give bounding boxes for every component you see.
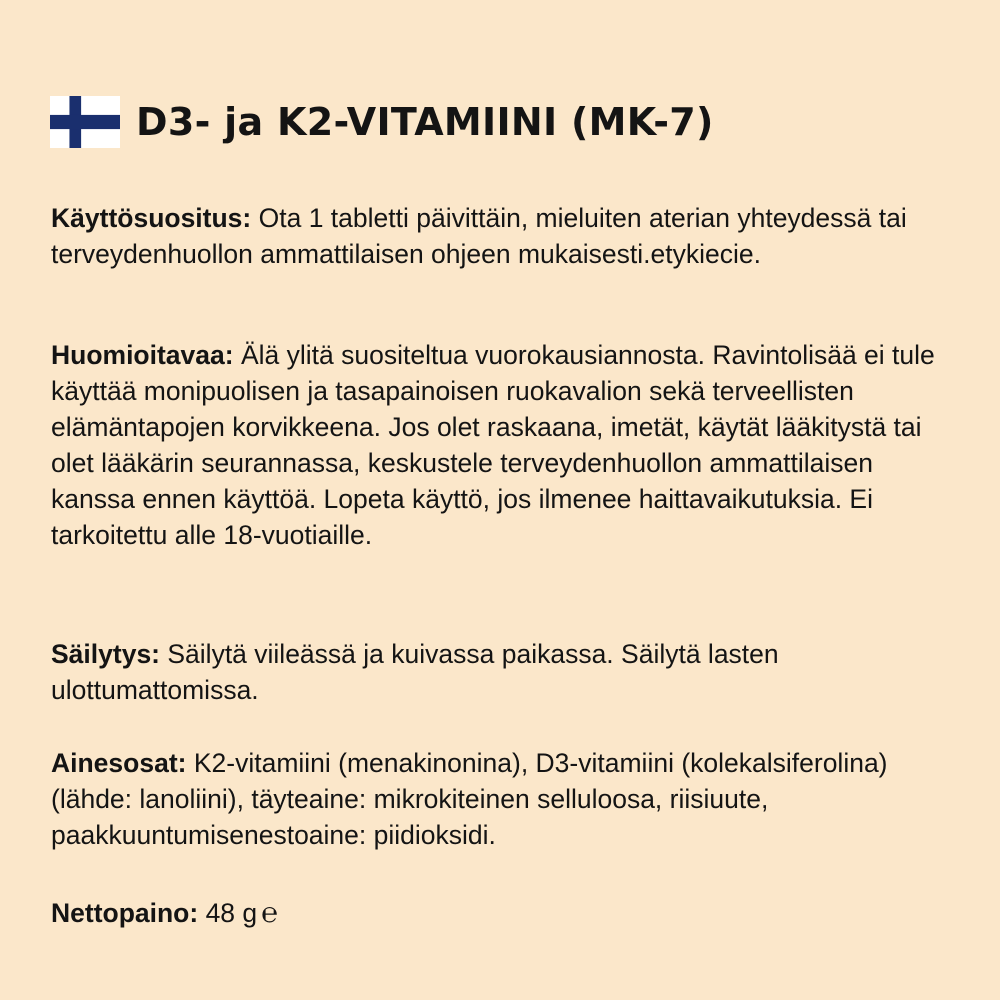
- header: [50, 96, 714, 148]
- section-net-weight-text: 48 g: [198, 898, 258, 928]
- section-storage-label: Säilytys:: [51, 639, 161, 669]
- section-storage: [51, 636, 951, 708]
- section-usage-label: Käyttösuositus:: [51, 203, 252, 233]
- finland-flag-icon: [50, 96, 120, 148]
- section-warnings: [51, 337, 951, 553]
- section-usage: [51, 200, 951, 272]
- section-warnings-text: Älä ylitä suositeltua vuorokausiannosta. Ravintolisää ei tule käyttää monipuolisen ja tasapainoisen ruokavalion sekä terveellisten elämäntapojen korvikkeena. Jos olet raskaana, imetät, käytät lääkitystä tai olet lääkärin seurannassa, keskustele terveydenhuollon ammattilaisen kanssa ennen käyttöä. Lopeta käyttö, jos ilmenee haittavaikutuksia. Ei tarkoitettu alle 18-vuotiaille.: [51, 340, 935, 550]
- section-storage-text: Säilytä viileässä ja kuivassa paikassa. Säilytä lasten ulottumattomissa.: [51, 639, 779, 705]
- section-usage-text: Ota 1 tabletti päivittäin, mieluiten aterian yhteydessä tai terveydenhuollon ammattilaisen ohjeen mukaisesti.etykiecie.: [51, 203, 907, 269]
- section-ingredients-text: K2-vitamiini (menakinonina), D3-vitamiini (kolekalsiferolina) (lähde: lanoliini), täyteaine: mikrokiteinen selluloosa, riisiuute, paakkuuntumisenestoaine: piidioksidi.: [51, 748, 888, 850]
- page-title: D3- ja K2-VITAMIINI (MK-7): [136, 100, 714, 144]
- estimated-sign-icon: ℮: [261, 896, 278, 929]
- section-warnings-label: Huomioitavaa:: [51, 340, 234, 370]
- section-net-weight-label: Nettopaino:: [51, 898, 199, 928]
- section-ingredients: [51, 745, 951, 853]
- section-ingredients-label: Ainesosat:: [51, 748, 187, 778]
- section-net-weight: [51, 895, 951, 931]
